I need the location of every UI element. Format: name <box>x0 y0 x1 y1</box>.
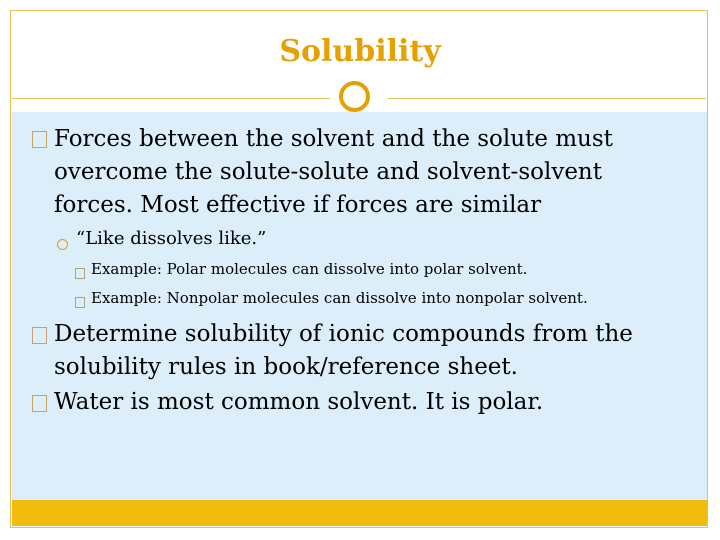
bullet-square-small-icon <box>75 264 85 283</box>
bullet-2-line-1: “Like dissolves like.” <box>76 228 267 249</box>
content-area <box>12 112 707 500</box>
bullet-square-icon <box>32 131 47 150</box>
slide-title: Solubility <box>279 34 441 69</box>
bullet-square-icon <box>32 327 47 346</box>
bullet-6-line-1: Water is most common solvent. It is polar. <box>54 389 544 415</box>
title-divider-right <box>388 98 706 99</box>
footer-bar <box>12 500 707 526</box>
bullet-5-line-2: solubility rules in book/reference sheet. <box>54 354 518 380</box>
bullet-1-line-1: Forces between the solvent and the solute must <box>54 126 613 152</box>
bullet-square-small-icon <box>75 293 85 312</box>
bullet-5-line-1: Determine solubility of ionic compounds from the <box>54 321 633 347</box>
title-divider-left <box>12 98 330 99</box>
divider-circle-icon <box>339 81 370 112</box>
bullet-circle-icon <box>57 235 68 254</box>
bullet-1-line-2: overcome the solute-solute and solvent-solvent <box>54 159 602 185</box>
bullet-square-icon <box>32 395 47 414</box>
bullet-4-line-1: Example: Nonpolar molecules can dissolve into nonpolar solvent. <box>91 289 588 307</box>
bullet-3-line-1: Example: Polar molecules can dissolve into polar solvent. <box>91 260 528 278</box>
bullet-1-line-3: forces. Most effective if forces are similar <box>54 192 542 218</box>
